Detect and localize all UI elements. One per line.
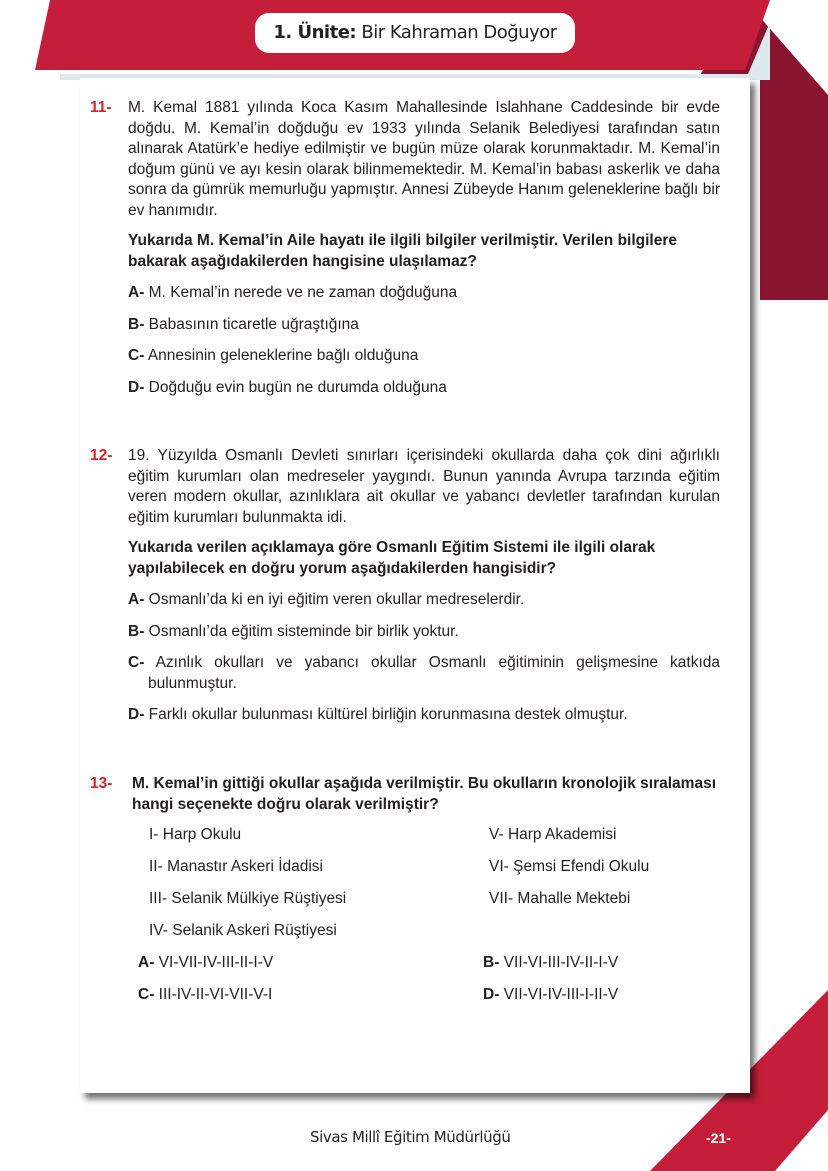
question-text: M. Kemal 1881 yılında Koca Kasım Mahallesinde Islahhane Caddesinde bir evde doğdu. M. Kemal’in doğduğu ev 1933 yılında Selanik Belediyesi tarafından satın alınarak Atatürk’e hediye edilmiştir ve bugün müze olarak korunmaktadır. M. Kemal’in doğum günü ve ayı kesin olarak bilinmemektedir. M. Kemal’in babası askerlik ve daha sonra da gümrük memurluğu yapmıştır. Annesi Zübeyde Hanım geleneklerine bağlı bir ev hanımıdır.	[128, 99, 720, 219]
question-11	[90, 98, 720, 398]
option-a: A- VI-VII-IV-III-II-I-V	[138, 954, 274, 971]
unit-label: 1. Ünite:	[273, 22, 357, 43]
question-stem: Yukarıda M. Kemal’in Aile hayatı ile ilgili bilgiler verilmiştir. Verilen bilgilere bakarak aşağıdakilerden hangisine ulaşılamaz?	[128, 232, 678, 270]
list-item: III- Selanik Mülkiye Rüştiyesi	[149, 890, 347, 907]
option-d: D- VII-VI-IV-III-I-II-V	[483, 986, 619, 1003]
option-d: D- Doğduğu evin bugün ne durumda olduğuna	[128, 378, 447, 396]
options-right	[483, 953, 618, 1005]
option-d: D- Farklı okullar bulunması kültürel birliğin korunmasına destek olmuştur.	[128, 706, 628, 723]
option-c: C- Azınlık okulları ve yabancı okullar Osmanlı eğitiminin gelişmesine katkıda bulunmuştur.	[128, 654, 720, 692]
question-13	[90, 774, 720, 815]
list-item: I- Harp Okulu	[149, 826, 242, 843]
option-a: A- M. Kemal’in nerede ve ne zaman doğduğuna	[128, 284, 458, 301]
option-c: C- III-IV-II-VI-VII-V-I	[138, 986, 273, 1003]
option-a: A- Osmanlı’da ki en iyi eğitim veren okullar medreselerdir.	[128, 591, 525, 608]
list-item: V- Harp Akademisi	[489, 826, 617, 843]
unit-title-pill	[255, 13, 575, 53]
options-left	[138, 953, 273, 1005]
list-item: II- Manastır Askeri İdadisi	[149, 858, 324, 875]
question-stem: M. Kemal’in gittiği okullar aşağıda verilmiştir. Bu okulların kronolojik sıralaması hangi seçenekte doğru olarak verilmiştir?	[132, 775, 717, 813]
question-text: 19. Yüzyılda Osmanlı Devleti sınırları içerisindeki okullarda daha çok dini ağırlıklı eğitim kurumları olan medreseler yaygındı. Bunun yanında Avrupa tarzında eğitim veren modern okullar, azınlıklara ait okullar ve yabancı devletler tarafından kurulan eğitim kurumları bulunmakta idi.	[128, 447, 720, 526]
option-b: B- VII-VI-III-IV-II-I-V	[483, 954, 619, 971]
option-b: B- Osmanlı’da eğitim sisteminde bir birlik yoktur.	[128, 622, 459, 640]
option-b: B- Babasının ticaretle uğraştığına	[128, 315, 359, 333]
page-number: -21-	[706, 1130, 731, 1146]
unit-title: Bir Kahraman Doğuyor	[361, 22, 557, 43]
question-number: 11-	[90, 99, 112, 116]
question-number: 12-	[90, 447, 113, 464]
question-12	[90, 446, 720, 726]
items-left	[149, 825, 346, 953]
question-stem: Yukarıda verilen açıklamaya göre Osmanlı Eğitim Sistemi ile ilgili olarak yapılabilecek en doğru yorum aşağıdakilerden hangisidir?	[128, 539, 656, 577]
list-item: VII- Mahalle Mektebi	[489, 890, 631, 907]
footer-publisher: Sivas Millî Eğitim Müdürlüğü	[310, 1128, 511, 1146]
option-c: C- Annesinin geleneklerine bağlı olduğuna	[128, 347, 419, 364]
question-number: 13-	[90, 775, 113, 792]
items-right	[489, 825, 649, 921]
list-item: VI- Şemsi Efendi Okulu	[489, 858, 650, 875]
list-item: IV- Selanik Askeri Rüştiyesi	[149, 922, 337, 939]
